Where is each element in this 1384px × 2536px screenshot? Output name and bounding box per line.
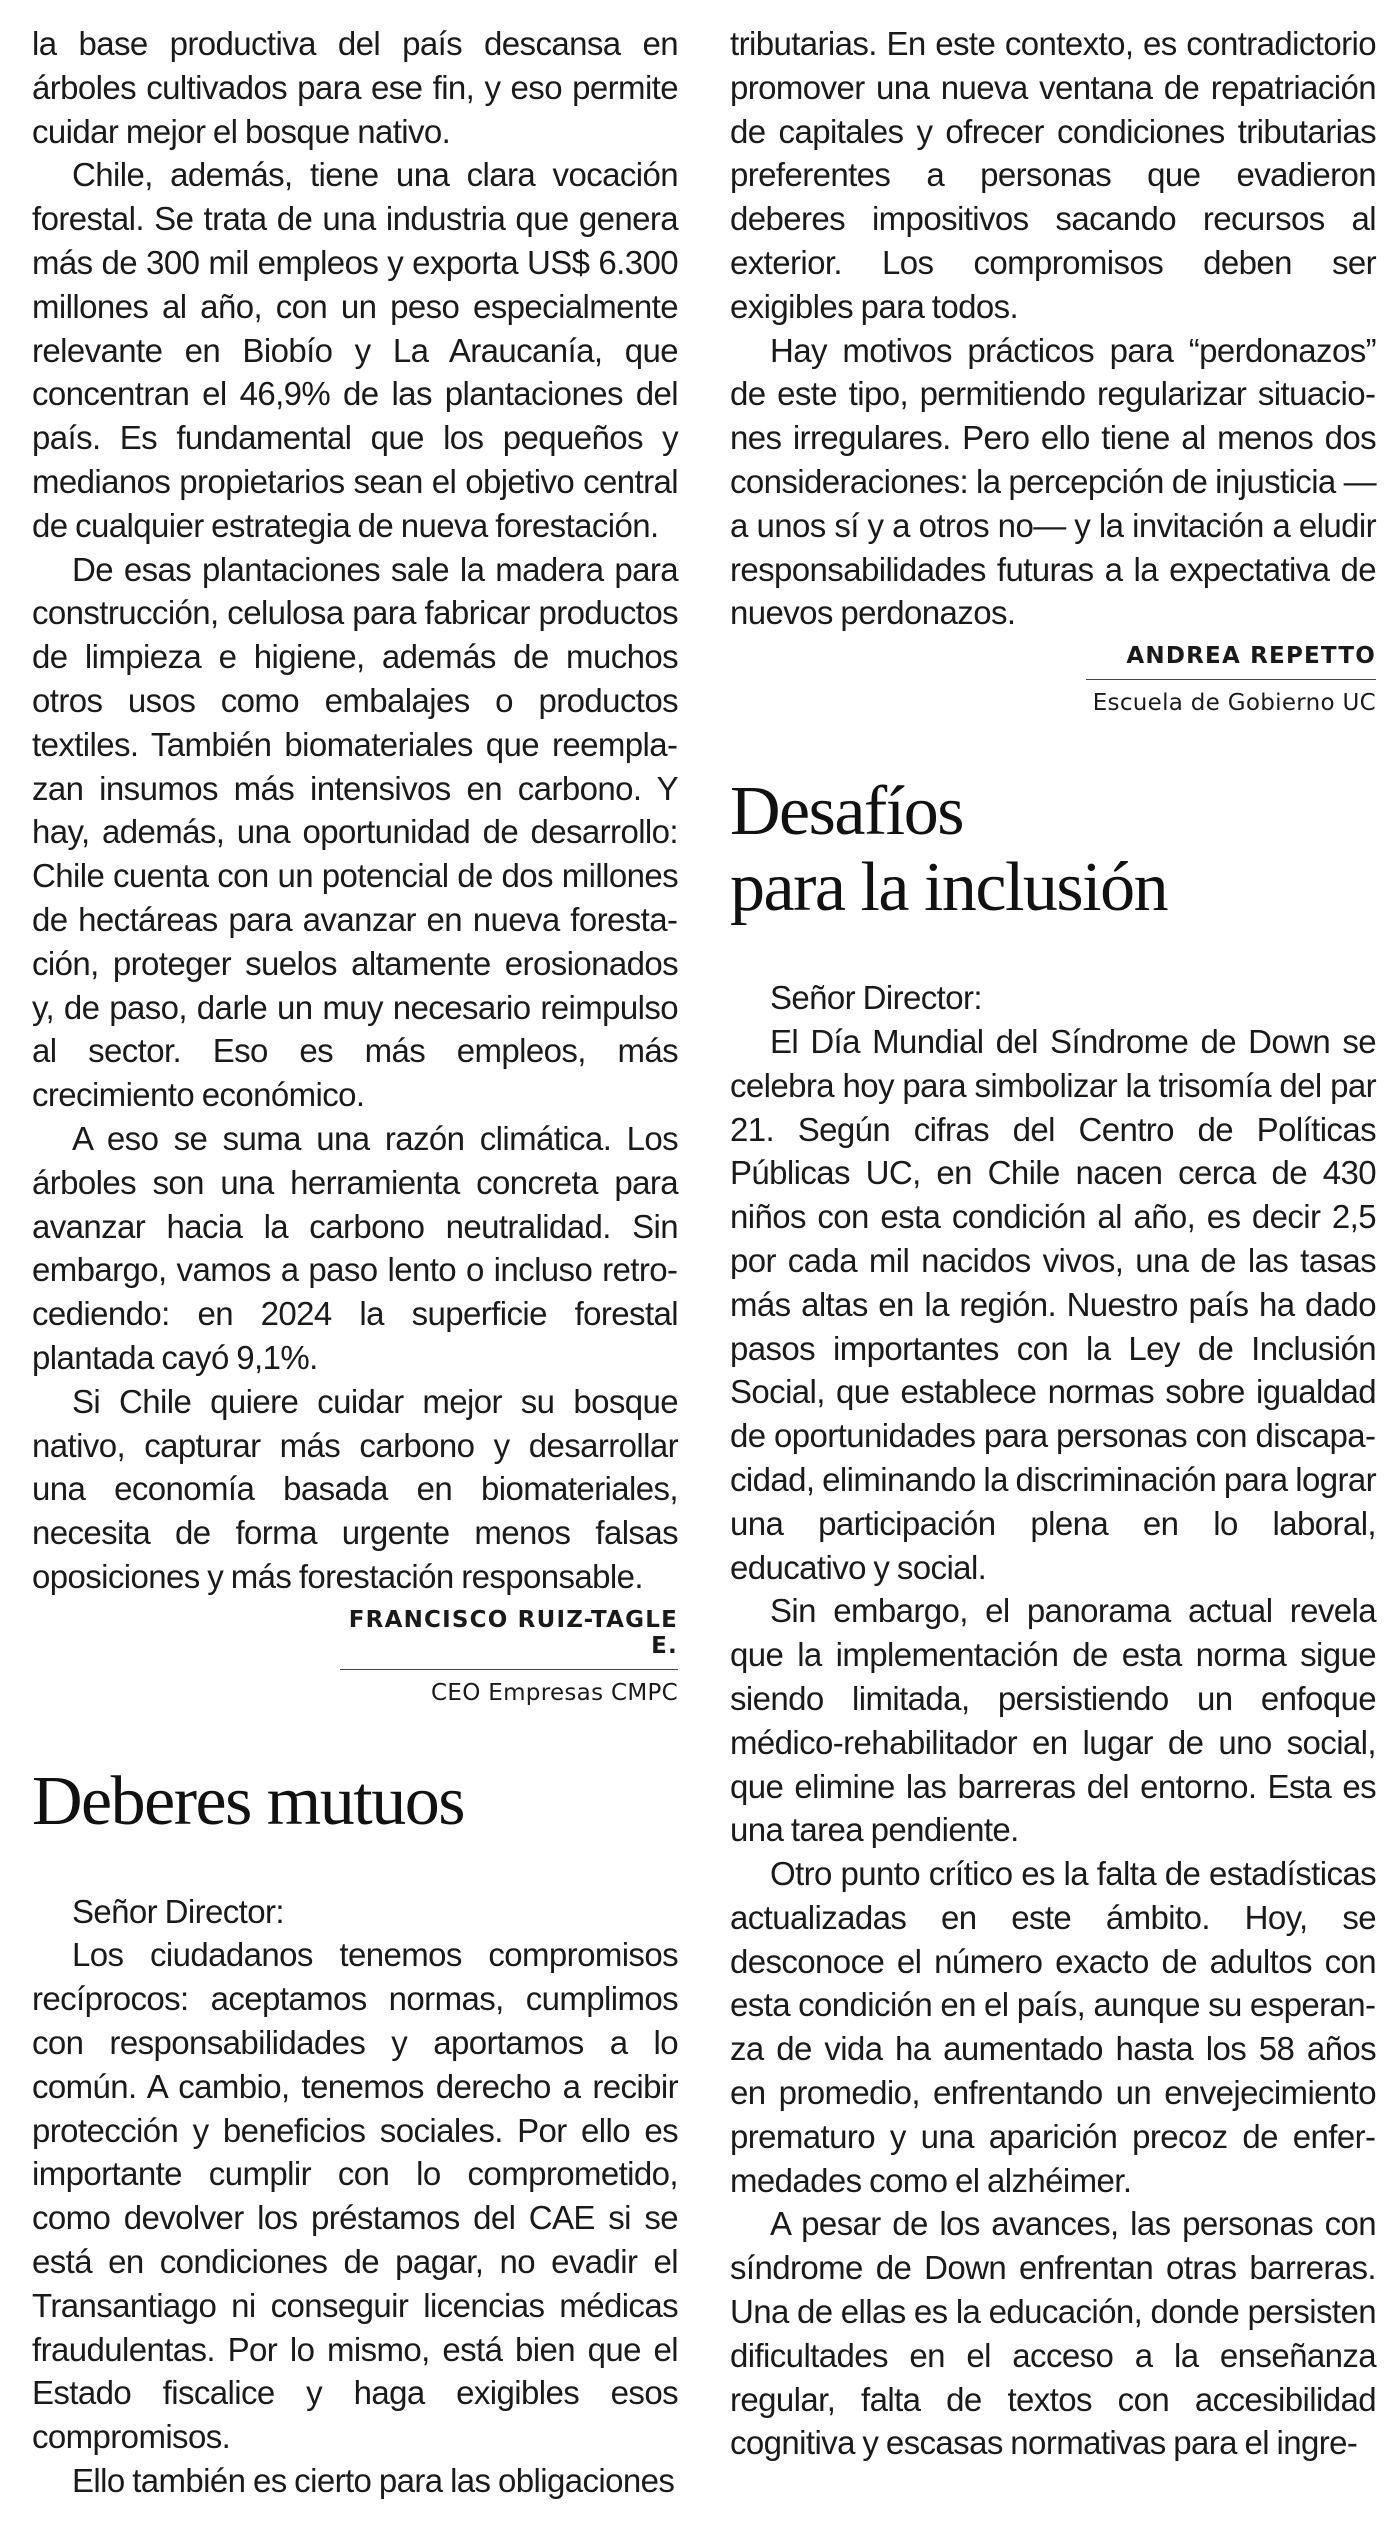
letter2-continuation-2: Hay motivos prácticos para “perdonazos” de este tipo, permitiendo regularizar situaciones irregulares. Pero ello tiene al menos dos consideraciones: la percepción de injusticia —a unos sí y a otros no— y la invitación a eludir responsabilidades futuras a la expectativa de nuevos perdonazos. xyxy=(730,331,1376,632)
letter2-salutation: Señor Director: xyxy=(72,1892,284,1930)
letter1-author: FRANCISCO RUIZ-TAGLE E. xyxy=(340,1607,678,1670)
letter3-headline-line2: para la inclusión xyxy=(730,849,1168,927)
letter1-paragraph-5: Si Chile quiere cuidar mejor su bosque nativo, capturar más carbono y desarrollar una economía basada en biomateriales, necesita de forma urgente menos falsas oposiciones y más forestación responsable. xyxy=(32,1382,678,1595)
letter1-paragraph-1: la base productiva del país descansa en árboles cultivados para ese fin, y eso permite cuidar mejor el bosque nativo. xyxy=(32,25,678,150)
letter2-paragraph-1: Los ciudadanos tenemos compromisos recíprocos: aceptamos normas, cumplimos con responsabilidades y aportamos a lo común. A cambio, tenemos derecho a recibir protección y beneficios sociales. Por ello es importante cumplir con lo comprometido, como devolver los préstamos del CAE si se está en condiciones de pagar, no evadir el Transantiago ni conseguir licencias médicas fraudulentas. Por lo mismo, está bien que el Estado fiscalice y haga exigibles esos compromisos. xyxy=(32,1936,678,2456)
letter1-paragraph-2: Chile, además, tiene una clara vocación forestal. Se trata de una industria que genera más de 300 mil empleos y exporta US$ 6.300 millones al año, con un peso especialmente relevante en Biobío y La Araucanía, que concentran el 46,9% de las plantaciones del país. Es fundamental que los pequeños y medianos propietarios sean el objetivo central de cualquier estrategia de nueva forestación. xyxy=(32,156,678,544)
letter1-author-role: CEO Empresas CMPC xyxy=(431,1679,678,1706)
letter3-paragraph-1: El Día Mundial del Síndrome de Down se celebra hoy para simbolizar la trisomía del par 21. Según cifras del Centro de Políticas Públicas UC, en Chile nacen cerca de 430 niños con esta condición al año, es decir 2,5 por cada mil nacidos vivos, una de las tasas más altas en la región. Nuestro país ha dado pasos importantes con la Ley de Inclusión Social, que establece normas sobre igualdad de oportunidades para personas con discapacidad, eliminando la discriminación para lograr una participación plena en lo laboral, educativo y social. xyxy=(730,1022,1376,1586)
letter3-headline-line1: Desafíos xyxy=(730,773,963,851)
letter3-paragraph-3: Otro punto crítico es la falta de estadísticas actualizadas en este ámbito. Hoy, se desconoce el número exacto de adultos con esta condición en el país, aunque su esperanza de vida ha aumentado hasta los 58 años en promedio, enfrentando un envejecimiento prematuro y una aparición precoz de enfermedades como el alzhéimer. xyxy=(730,1855,1376,2199)
letter1-paragraph-3: De esas plantaciones sale la madera para construcción, celulosa para fabricar productos de limpieza e higiene, además de muchos otros usos como embalajes o productos textiles. También biomateriales que reemplazan insumos más intensivos en carbono. Y hay, además, una oportunidad de desarrollo: Chile cuenta con un potencial de dos millones de hectáreas para avanzar en nueva forestación, proteger suelos altamente erosionados y, de paso, darle un muy necesario reimpulso al sector. Eso es más empleos, más crecimiento económico. xyxy=(32,550,678,1114)
letter3-paragraph-4: A pesar de los avances, las personas con síndrome de Down enfrentan otras barreras. Una de ellas es la educación, donde persisten dificultades en el acceso a la enseñanza regular, falta de textos con accesibilidad cognitiva y escasas normativas para el ingre- xyxy=(730,2205,1376,2462)
letter3-paragraph-2: Sin embargo, el panorama actual revela que la implementación de esta norma sigue siendo limitada, persistiendo un enfoque médico-rehabilitador en lugar de uno social, que elimine las barreras del entorno. Esta es una tarea pendiente. xyxy=(730,1592,1376,1849)
letter2-continuation-1: tributarias. En este contexto, es contradictorio promover una nueva ventana de repatriación de capitales y ofrecer condiciones tributarias preferentes a personas que evadieron deberes impositivos sacando recursos al exterior. Los compromisos deben ser exigibles para todos. xyxy=(730,25,1376,325)
letter1-paragraph-4: A eso se suma una razón climática. Los árboles son una herramienta concreta para avanzar hacia la carbono neutralidad. Sin embargo, vamos a paso lento o incluso retrocediendo: en 2024 la superficie forestal plantada cayó 9,1%. xyxy=(32,1119,678,1376)
letter2-author: ANDREA REPETTO xyxy=(1086,643,1376,680)
letter1-signature xyxy=(32,1607,678,1706)
letter2-signature xyxy=(730,643,1376,716)
letter3-headline xyxy=(730,774,1376,926)
letter3-salutation: Señor Director: xyxy=(770,979,982,1017)
letter2-paragraph-2: Ello también es cierto para las obligaciones xyxy=(72,2462,675,2500)
letter2-author-role: Escuela de Gobierno UC xyxy=(1092,690,1376,717)
left-column xyxy=(32,22,678,2503)
right-column xyxy=(730,22,1376,2465)
letter2-headline: Deberes mutuos xyxy=(32,1762,464,1840)
